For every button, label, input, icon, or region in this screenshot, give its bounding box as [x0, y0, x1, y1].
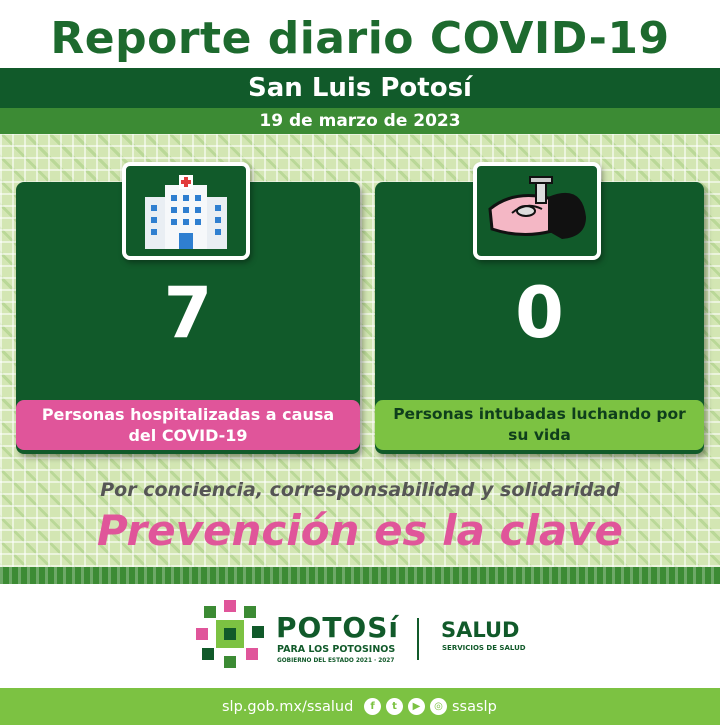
hospitalized-count: 7	[163, 272, 213, 354]
page-title: Reporte diario COVID-19	[50, 13, 670, 64]
logo-divider	[417, 618, 419, 660]
intubated-icon-tile	[473, 162, 601, 260]
twitter-icon[interactable]: t	[386, 698, 403, 715]
youtube-icon[interactable]: ▶	[408, 698, 425, 715]
decorative-stripe	[0, 567, 720, 584]
hospital-icon-tile	[122, 162, 250, 260]
bottom-bar	[0, 688, 720, 725]
instagram-icon[interactable]: ◎	[430, 698, 447, 715]
potosi-emblem-logo	[194, 598, 266, 670]
hospital-icon	[141, 171, 231, 251]
facebook-icon[interactable]: f	[364, 698, 381, 715]
intubated-count: 0	[515, 272, 564, 354]
salud-subtitle: SERVICIOS DE SALUD	[442, 644, 526, 652]
salud-title: SALUD	[441, 618, 520, 642]
brand-name: POTOSí	[276, 611, 399, 644]
hospitalized-label: Personas hospitalizadas a causa del COVID-19	[16, 400, 360, 450]
website-link[interactable]: slp.gob.mx/ssalud	[222, 699, 354, 715]
intubated-label: Personas intubadas luchando por su vida	[375, 400, 704, 450]
slogan-line-1: Por conciencia, corresponsabilidad y solidaridad	[100, 479, 620, 501]
intubated-patient-icon	[482, 173, 592, 249]
date-banner: 19 de marzo de 2023	[0, 108, 720, 134]
brand-government: GOBIERNO DEL ESTADO 2021 · 2027	[277, 658, 395, 664]
brand-subtitle: PARA LOS POTOSINOS	[277, 644, 396, 655]
social-handle[interactable]: ssaslp	[452, 699, 497, 715]
slogan-line-2: Prevención es la clave	[96, 506, 624, 555]
location-banner: San Luis Potosí	[0, 68, 720, 108]
